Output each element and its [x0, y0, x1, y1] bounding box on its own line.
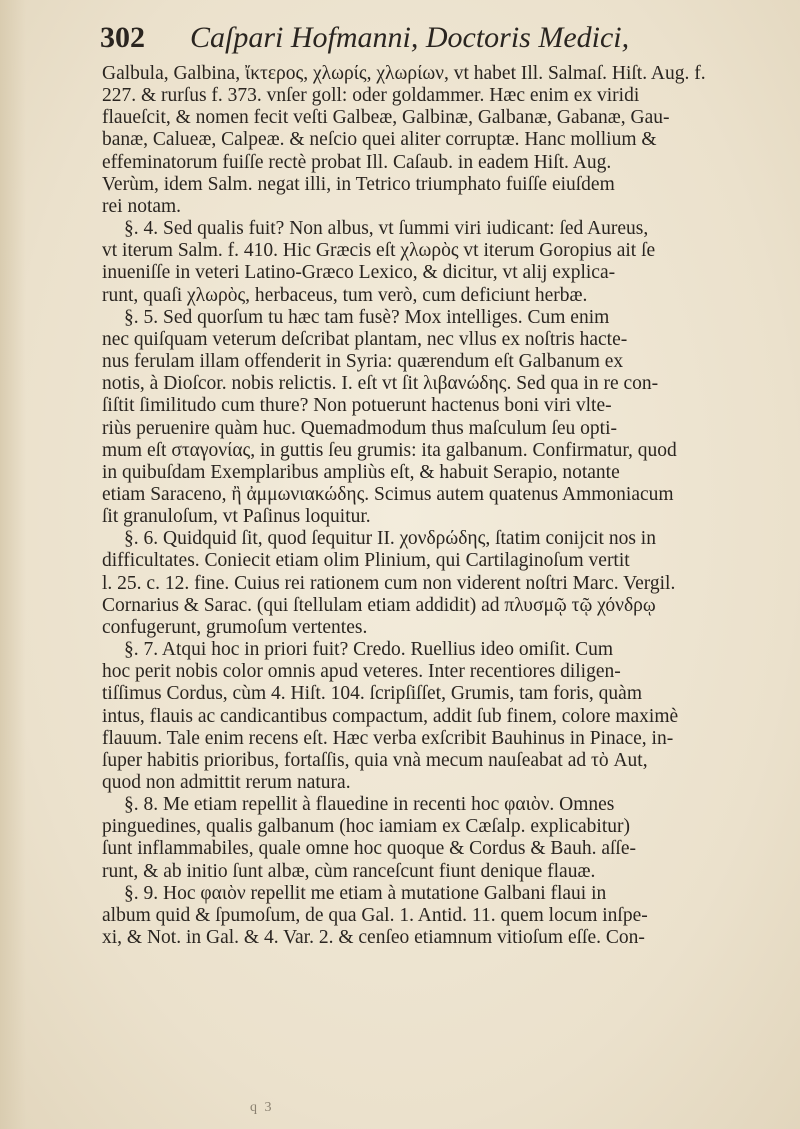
- text-line: effeminatorum fuiſſe rectè probat Ill. Caſaub. in eadem Hiſt. Aug.: [102, 151, 612, 173]
- text-line: xi, & Not. in Gal. & 4. Var. 2. & cenſeo etiamnum vitioſum eſſe. Con-: [102, 927, 645, 949]
- text-line: inueniſſe in veteri Latino-Græco Lexico, & dicitur, vt alij explica-: [102, 262, 616, 284]
- text-line: album quid & ſpumoſum, de qua Gal. 1. Antid. 11. quem locum inſpe-: [102, 904, 648, 926]
- page-body-text: [102, 63, 740, 949]
- text-line: difficultates. Coniecit etiam olim Plinium, qui Cartilaginoſum vertit: [102, 550, 630, 572]
- text-line: runt, quaſi χλωρὸς, herbaceus, tum verò, cum deficiunt herbæ.: [102, 284, 588, 306]
- text-line: riùs peruenire quàm huc. Quemadmodum thus maſculum ſeu opti-: [102, 417, 618, 439]
- text-line: banæ, Calueæ, Calpeæ. & neſcio quei aliter corruptæ. Hanc mollium &: [102, 129, 657, 151]
- text-line: intus, flauis ac candicantibus compactum, addit ſub finem, colore maximè: [102, 705, 679, 727]
- text-line: flaueſcit, & nomen fecit veſti Galbeæ, Galbinæ, Galbanæ, Gabanæ, Gau-: [102, 107, 670, 129]
- text-line: Verùm, idem Salm. negat illi, in Tetrico triumphato fuiſſe eiuſdem: [102, 173, 615, 195]
- text-line: nec quiſquam veterum deſcribat plantam, nec vllus ex noſtris hacte-: [102, 328, 628, 350]
- text-line: ſiſtit ſimilitudo cum thure? Non potuerunt hactenus boni viri vlte-: [102, 395, 612, 417]
- text-line: etiam Saraceno, ἢ ἀμμωνιακώδης. Scimus autem quatenus Ammoniacum: [102, 483, 674, 505]
- text-line: nus ferulam illam offenderit in Syria: quærendum eſt Galbanum ex: [102, 351, 624, 373]
- text-line: hoc perit nobis color omnis apud veteres. Inter recentiores diligen-: [102, 661, 621, 683]
- page-number: 302: [100, 21, 145, 54]
- text-line: pinguedines, qualis galbanum (hoc iamiam ex Cæſalp. explicabitur): [102, 816, 630, 838]
- text-line: mum eſt σταγονίας, in guttis ſeu grumis: ita galbanum. Confirmatur, quod: [102, 439, 677, 461]
- text-line: confugerunt, grumoſum vertentes.: [102, 616, 368, 638]
- text-line: notis, à Dioſcor. nobis relictis. I. eſt vt ſit λιβανώδης. Sed qua in re con-: [102, 373, 659, 395]
- text-line: Galbula, Galbina, ἴκτερος, χλωρίς, χλωρίων, vt habet Ill. Salmaſ. Hiſt. Aug. f.: [102, 63, 706, 84]
- paragraph-start-line: §. 8. Me etiam repellit à flauedine in recenti hoc φαιὸν. Omnes: [124, 794, 615, 816]
- paragraph-start-line: §. 5. Sed quorſum tu hæc tam fusè? Mox intelliges. Cum enim: [124, 306, 610, 328]
- running-title: Caſpari Hofmanni, Doctoris Medici,: [190, 21, 630, 54]
- page-gutter-shadow: [0, 0, 26, 1129]
- text-line: ſit granuloſum, vt Paſinus loquitur.: [102, 506, 371, 528]
- running-header: [100, 18, 700, 58]
- signature-mark: q 3: [250, 1100, 274, 1115]
- text-line: tiſſimus Cordus, cùm 4. Hiſt. 104. ſcripſiſſet, Grumis, tam foris, quàm: [102, 683, 643, 705]
- text-line: 227. & rurſus f. 373. vnſer goll: oder goldammer. Hæc enim ex viridi: [102, 85, 640, 107]
- text-line: l. 25. c. 12. fine. Cuius rei rationem cum non viderent noſtri Marc. Vergil.: [102, 572, 676, 594]
- text-line: flauum. Tale enim recens eſt. Hæc verba exſcribit Bauhinus in Pinace, in-: [102, 727, 674, 749]
- text-line: runt, & ab initio ſunt albæ, cùm ranceſcunt fiunt denique flauæ.: [102, 860, 596, 882]
- paragraph-start-line: §. 7. Atqui hoc in priori fuit? Credo. Ruellius ideo omiſit. Cum: [124, 639, 614, 661]
- text-line: ſuper habitis prioribus, fortaſſis, quia vnà mecum nauſeabat ad τὸ Aut,: [102, 749, 648, 771]
- text-line: in quibuſdam Exemplaribus ampliùs eſt, & habuit Serapio, notante: [102, 461, 620, 483]
- text-line: rei notam.: [102, 195, 182, 217]
- text-line: ſunt inflammabiles, quale omne hoc quoque & Cordus & Bauh. aſſe-: [102, 838, 636, 860]
- paragraph-start-line: §. 4. Sed qualis fuit? Non albus, vt ſummi viri iudicant: ſed Aureus,: [124, 218, 649, 240]
- paragraph-start-line: §. 6. Quidquid ſit, quod ſequitur II. χονδρώδης, ſtatim conijcit nos in: [124, 528, 656, 550]
- text-line: vt iterum Salm. f. 410. Hic Græcis eſt χλωρὸς vt iterum Goropius ait ſe: [102, 240, 656, 262]
- paragraph-start-line: §. 9. Hoc φαιὸν repellit me etiam à mutatione Galbani flaui in: [124, 882, 607, 904]
- text-line: Cornarius & Sarac. (qui ſtellulam etiam addidit) ad πλυσμῷ τῷ χόνδρῳ: [102, 594, 656, 616]
- text-line: quod non admittit rerum natura.: [102, 772, 351, 793]
